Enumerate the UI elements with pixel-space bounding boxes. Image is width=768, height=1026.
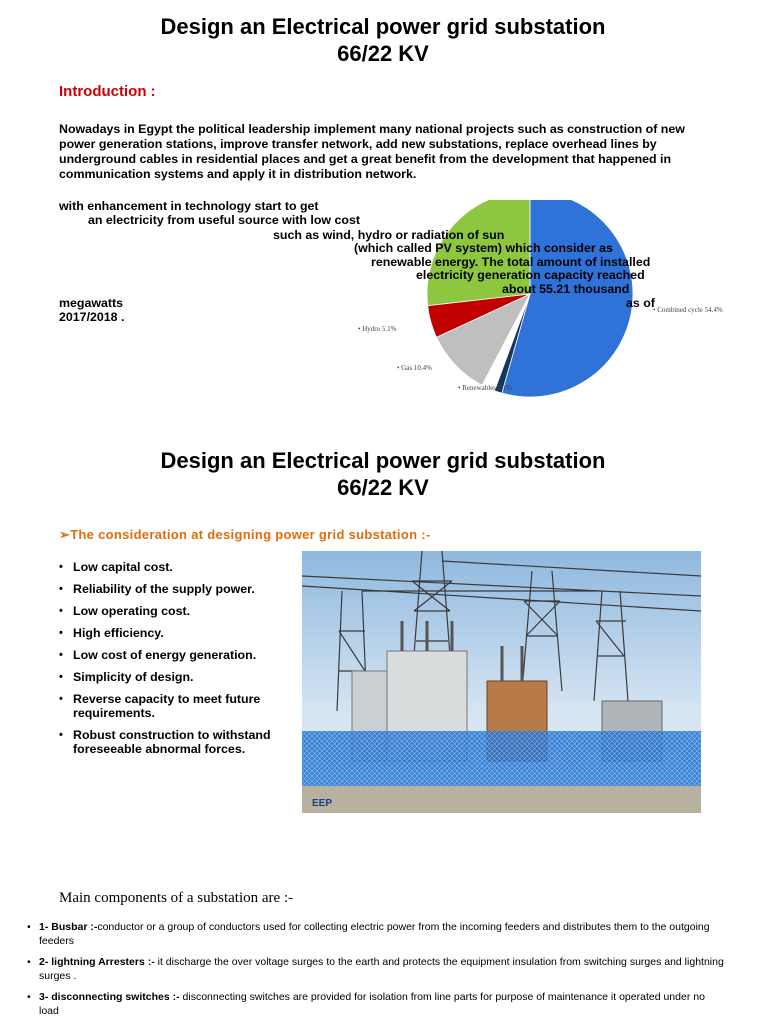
slide1-title-line2: 66/22 KV — [337, 41, 429, 66]
slide2-title — [40, 447, 726, 501]
pie-slice-label: • Combined cycle 54.4% — [653, 306, 723, 314]
intro-paragraph: Nowadays in Egypt the political leadership implement many national projects such as construction of new power generation stations, improve transfer network, add new substations, replace overhead lines by underground cables in residential places and get a great benefit from the development that happened in communication systems and apply it in distribution network. — [59, 122, 685, 181]
text-line: with enhancement in technology start to get — [59, 199, 319, 213]
substation-photo — [302, 551, 701, 813]
pie-slice-label: • Renewables 2.1% — [458, 384, 513, 392]
text-line: (which called PV system) which consider as — [354, 241, 613, 255]
slide1-title-line1: Design an Electrical power grid substation — [160, 14, 606, 39]
criteria-item: • Low operating cost. — [59, 604, 319, 618]
text-line: such as wind, hydro or radiation of sun — [273, 228, 505, 242]
consideration-heading: ➢The consideration at designing power grid substation :- — [59, 527, 431, 542]
component-desc: conductor or a group of conductors used for collecting electric power from the incoming feeders and distributes them to the outgoing feeders — [39, 921, 710, 947]
svg-text:EEP: EEP — [312, 798, 333, 809]
component-item — [27, 991, 727, 1018]
component-desc: it discharge the over voltage surges to the earth and protects the equipment insulation from switching surges and lightning surges . — [39, 956, 724, 982]
criteria-item: • Low cost of energy generation. — [59, 648, 319, 662]
components-heading: Main components of a substation are :- — [59, 890, 294, 906]
criteria-item: • Reverse capacity to meet future requirements. — [59, 692, 319, 720]
pie-slice-label: • Hydro 5.1% — [358, 325, 397, 333]
component-term: 2- lightning Arresters :- — [39, 956, 155, 968]
criteria-list — [59, 560, 319, 764]
text-line: as of — [626, 296, 655, 310]
text-line: renewable energy. The total amount of installed — [371, 255, 651, 269]
criteria-item: • Low capital cost. — [59, 560, 319, 574]
slide2-title-line1: Design an Electrical power grid substation — [160, 448, 606, 473]
components-list — [27, 921, 727, 1026]
text-line: electricity generation capacity reached — [416, 268, 645, 282]
intro-heading: Introduction : — [59, 83, 156, 100]
pie-slice-label: • Gas 10.4% — [397, 364, 432, 372]
component-desc: disconnecting switches are provided for isolation from line parts for purpose of maintenance it operated under no load — [39, 991, 705, 1017]
text-line: megawatts — [59, 296, 124, 310]
criteria-item: • Simplicity of design. — [59, 670, 319, 684]
text-line: an electricity from useful source with low cost — [88, 213, 360, 227]
component-term: 3- disconnecting switches :- — [39, 991, 180, 1003]
component-item — [27, 956, 727, 983]
component-item — [27, 921, 727, 948]
component-term: 1- Busbar :- — [39, 921, 98, 933]
criteria-item: • Reliability of the supply power. — [59, 582, 319, 596]
criteria-item: • High efficiency. — [59, 626, 319, 640]
criteria-item: • Robust construction to withstand foreseeable abnormal forces. — [59, 728, 319, 756]
slide1-title — [40, 13, 726, 67]
slide2-title-line2: 66/22 KV — [337, 475, 429, 500]
text-line: 2017/2018 . — [59, 310, 125, 324]
text-line: about 55.21 thousand — [502, 282, 630, 296]
